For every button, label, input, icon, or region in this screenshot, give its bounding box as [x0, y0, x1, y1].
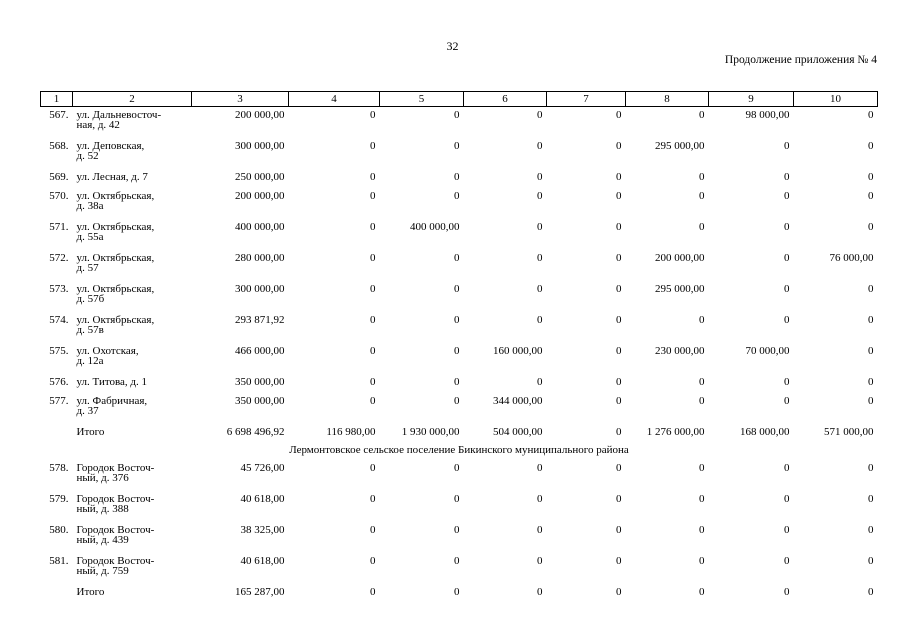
- table-row: [41, 169, 878, 188]
- value-cell: 0: [868, 190, 874, 202]
- row-number: [41, 584, 73, 603]
- value-cell: 466 000,00: [235, 345, 285, 357]
- value-cell: 0: [784, 221, 790, 233]
- value-cell: 0: [537, 493, 543, 505]
- table-row: [41, 250, 878, 281]
- value-cell: 0: [784, 252, 790, 264]
- address-cell: [73, 188, 192, 219]
- value-cell: 0: [537, 140, 543, 152]
- value-cell: 0: [616, 395, 622, 407]
- value-cell: 1 930 000,00: [401, 426, 460, 438]
- value-cell: 0: [454, 376, 460, 388]
- value-cell: 116 980,00: [326, 426, 376, 438]
- column-header: 3: [192, 92, 289, 107]
- value-cell: 504 000,00: [493, 426, 543, 438]
- value-cell: 0: [454, 345, 460, 357]
- value-cell: 38 325,00: [240, 524, 285, 536]
- value-cell: 0: [699, 109, 705, 121]
- row-number: 577.: [49, 395, 69, 407]
- table-row: [41, 107, 878, 139]
- value-cell: 70 000,00: [745, 345, 790, 357]
- section-title: Лермонтовское сельское поселение Бикинского муниципального района: [289, 444, 629, 456]
- value-cell: 200 000,00: [655, 252, 705, 264]
- column-header: 6: [464, 92, 547, 107]
- value-cell: 0: [784, 462, 790, 474]
- value-cell: 295 000,00: [655, 283, 705, 295]
- value-cell: 0: [370, 252, 376, 264]
- value-cell: 0: [454, 462, 460, 474]
- value-cell: 0: [537, 586, 543, 598]
- value-cell: 0: [370, 283, 376, 295]
- value-cell: 0: [868, 109, 874, 121]
- address-line-2: ный, д. 759: [76, 565, 129, 577]
- value-cell: 0: [868, 493, 874, 505]
- value-cell: 0: [699, 493, 705, 505]
- value-cell: 0: [370, 555, 376, 567]
- value-cell: 0: [699, 555, 705, 567]
- column-header: 10: [794, 92, 878, 107]
- address-line-1: Городок Восточ-: [76, 524, 155, 536]
- address-cell: [73, 584, 192, 603]
- value-cell: 0: [868, 283, 874, 295]
- address-line-1: Городок Восточ-: [76, 493, 155, 505]
- address-cell: [73, 312, 192, 343]
- value-cell: 0: [370, 140, 376, 152]
- value-cell: 350 000,00: [235, 376, 285, 388]
- value-cell: 0: [699, 395, 705, 407]
- value-cell: 0: [868, 140, 874, 152]
- value-cell: 344 000,00: [493, 395, 543, 407]
- value-cell: 0: [454, 252, 460, 264]
- header-row: [41, 92, 878, 107]
- value-cell: 0: [784, 376, 790, 388]
- value-cell: 0: [370, 171, 376, 183]
- value-cell: 0: [868, 221, 874, 233]
- value-cell: 0: [868, 555, 874, 567]
- address-line-1: ул. Октябрьская,: [76, 283, 155, 295]
- value-cell: 0: [370, 190, 376, 202]
- value-cell: 40 618,00: [240, 493, 285, 505]
- section-title-row: [41, 443, 878, 460]
- table-row: [41, 312, 878, 343]
- row-number: 567.: [49, 109, 69, 121]
- value-cell: 280 000,00: [235, 252, 285, 264]
- value-cell: 98 000,00: [745, 109, 790, 121]
- value-cell: 0: [616, 252, 622, 264]
- address-line-2: ный, д. 376: [76, 472, 129, 484]
- table-row: [41, 393, 878, 424]
- table-row: [41, 553, 878, 584]
- table-row: [41, 491, 878, 522]
- value-cell: 0: [616, 345, 622, 357]
- value-cell: 0: [868, 314, 874, 326]
- address-cell: [73, 281, 192, 312]
- table-row: [41, 522, 878, 553]
- value-cell: 200 000,00: [235, 190, 285, 202]
- value-cell: 45 726,00: [240, 462, 285, 474]
- row-number: 580.: [49, 524, 69, 536]
- value-cell: 0: [868, 462, 874, 474]
- value-cell: 571 000,00: [824, 426, 874, 438]
- value-cell: 0: [699, 190, 705, 202]
- value-cell: 168 000,00: [740, 426, 790, 438]
- value-cell: 0: [784, 395, 790, 407]
- value-cell: 0: [868, 171, 874, 183]
- row-number: 576.: [49, 376, 69, 388]
- table-row: [41, 219, 878, 250]
- value-cell: 0: [616, 524, 622, 536]
- address-line-2: ный, д. 388: [76, 503, 129, 515]
- value-cell: 200 000,00: [235, 109, 285, 121]
- value-cell: 0: [868, 395, 874, 407]
- table-row: [41, 374, 878, 393]
- value-cell: 0: [784, 586, 790, 598]
- value-cell: 0: [868, 376, 874, 388]
- row-number: 579.: [49, 493, 69, 505]
- table-row: [41, 188, 878, 219]
- value-cell: 0: [370, 462, 376, 474]
- value-cell: 0: [616, 586, 622, 598]
- address-line-1: ул. Деповская,: [76, 140, 145, 152]
- address-cell: [73, 250, 192, 281]
- value-cell: 300 000,00: [235, 140, 285, 152]
- address-line-2: д. 52: [76, 150, 99, 162]
- row-number: 571.: [49, 221, 69, 233]
- value-cell: 1 276 000,00: [646, 426, 705, 438]
- value-cell: 0: [616, 140, 622, 152]
- table-body-a: [41, 107, 878, 444]
- value-cell: 0: [616, 283, 622, 295]
- address-line-2: д. 57в: [76, 324, 104, 336]
- value-cell: 400 000,00: [410, 221, 460, 233]
- value-cell: 0: [616, 376, 622, 388]
- row-number: 581.: [49, 555, 69, 567]
- value-cell: 300 000,00: [235, 283, 285, 295]
- table-row: [41, 138, 878, 169]
- address-line-1: ул. Октябрьская,: [76, 314, 155, 326]
- value-cell: 0: [370, 586, 376, 598]
- value-cell: 350 000,00: [235, 395, 285, 407]
- value-cell: 0: [784, 190, 790, 202]
- value-cell: 0: [699, 221, 705, 233]
- row-number: 575.: [49, 345, 69, 357]
- value-cell: 0: [370, 314, 376, 326]
- value-cell: 0: [616, 171, 622, 183]
- address-cell: [73, 169, 192, 188]
- table-body-b: [41, 460, 878, 603]
- page-number: 32: [446, 39, 459, 53]
- address-cell: [73, 424, 192, 443]
- value-cell: 0: [454, 524, 460, 536]
- value-cell: 0: [784, 314, 790, 326]
- address-cell: [73, 219, 192, 250]
- table-row: [41, 281, 878, 312]
- row-number: 578.: [49, 462, 69, 474]
- value-cell: 0: [699, 314, 705, 326]
- table-row: [41, 460, 878, 491]
- address-line-2: д. 37: [76, 405, 99, 417]
- address-line-1: ул. Дальневосточ-: [76, 109, 162, 121]
- column-header: 5: [380, 92, 464, 107]
- value-cell: 0: [454, 586, 460, 598]
- address-line-1: ул. Октябрьская,: [76, 190, 155, 202]
- value-cell: 0: [370, 345, 376, 357]
- value-cell: 0: [616, 314, 622, 326]
- address-line-2: д. 57б: [76, 293, 105, 305]
- value-cell: 40 618,00: [240, 555, 285, 567]
- section-body: [41, 443, 878, 460]
- value-cell: 0: [370, 493, 376, 505]
- address-cell: [73, 522, 192, 553]
- value-cell: 0: [616, 555, 622, 567]
- value-cell: 0: [537, 252, 543, 264]
- row-number: [41, 424, 73, 443]
- address-cell: [73, 553, 192, 584]
- value-cell: 0: [454, 171, 460, 183]
- address-cell: [73, 138, 192, 169]
- value-cell: 0: [454, 493, 460, 505]
- value-cell: 0: [537, 283, 543, 295]
- address-line-1: ул. Лесная, д. 7: [76, 171, 148, 183]
- address-line-1: Итого: [76, 426, 105, 438]
- column-header: 1: [41, 92, 73, 107]
- total-row: [41, 424, 878, 443]
- address-line-2: ный, д. 439: [76, 534, 129, 546]
- value-cell: 0: [784, 555, 790, 567]
- value-cell: 0: [537, 524, 543, 536]
- value-cell: 0: [699, 586, 705, 598]
- value-cell: 0: [868, 524, 874, 536]
- row-number: 568.: [49, 140, 69, 152]
- value-cell: 6 698 496,92: [226, 426, 285, 438]
- address-line-1: Итого: [76, 586, 105, 598]
- column-header: 2: [73, 92, 192, 107]
- value-cell: 0: [537, 171, 543, 183]
- value-cell: 0: [784, 524, 790, 536]
- row-number: 569.: [49, 171, 69, 183]
- value-cell: 250 000,00: [235, 171, 285, 183]
- address-line-1: ул. Октябрьская,: [76, 252, 155, 264]
- address-cell: [73, 107, 192, 139]
- column-header: 8: [626, 92, 709, 107]
- value-cell: 0: [370, 221, 376, 233]
- value-cell: 0: [616, 221, 622, 233]
- value-cell: 165 287,00: [235, 586, 285, 598]
- address-cell: [73, 374, 192, 393]
- value-cell: 0: [784, 283, 790, 295]
- value-cell: 0: [370, 376, 376, 388]
- continuation-note: Продолжение приложения № 4: [724, 54, 877, 66]
- value-cell: 76 000,00: [829, 252, 874, 264]
- value-cell: 0: [537, 314, 543, 326]
- table-row: [41, 343, 878, 374]
- value-cell: 0: [537, 190, 543, 202]
- value-cell: 0: [454, 555, 460, 567]
- address-line-2: д. 57: [76, 262, 99, 274]
- value-cell: 0: [537, 221, 543, 233]
- value-cell: 0: [370, 524, 376, 536]
- value-cell: 0: [616, 109, 622, 121]
- value-cell: 0: [454, 283, 460, 295]
- address-line-2: ная, д. 42: [76, 119, 120, 131]
- value-cell: 230 000,00: [655, 345, 705, 357]
- value-cell: 295 000,00: [655, 140, 705, 152]
- value-cell: 0: [616, 190, 622, 202]
- row-number: 570.: [49, 190, 69, 202]
- address-cell: [73, 343, 192, 374]
- value-cell: 0: [537, 109, 543, 121]
- value-cell: 0: [454, 395, 460, 407]
- address-line-2: д. 12а: [76, 355, 104, 367]
- address-line-1: Городок Восточ-: [76, 555, 155, 567]
- row-number: 573.: [49, 283, 69, 295]
- total-row: [41, 584, 878, 603]
- row-number: 574.: [49, 314, 69, 326]
- value-cell: 0: [699, 376, 705, 388]
- address-line-2: д. 55а: [76, 231, 104, 243]
- value-cell: 0: [454, 314, 460, 326]
- value-cell: 0: [868, 586, 874, 598]
- value-cell: 0: [616, 462, 622, 474]
- value-cell: 0: [370, 109, 376, 121]
- value-cell: 0: [537, 376, 543, 388]
- address-line-1: ул. Титова, д. 1: [76, 376, 148, 388]
- address-cell: [73, 460, 192, 491]
- address-cell: [73, 491, 192, 522]
- appendix-table: [40, 91, 878, 603]
- value-cell: 0: [454, 190, 460, 202]
- value-cell: 0: [868, 345, 874, 357]
- value-cell: 0: [616, 493, 622, 505]
- address-cell: [73, 393, 192, 424]
- value-cell: 0: [454, 109, 460, 121]
- address-line-1: ул. Фабричная,: [76, 395, 148, 407]
- value-cell: 0: [616, 426, 622, 438]
- value-cell: 160 000,00: [493, 345, 543, 357]
- row-number: 572.: [49, 252, 69, 264]
- address-line-2: д. 38а: [76, 200, 104, 212]
- column-header: 4: [289, 92, 380, 107]
- value-cell: 0: [784, 171, 790, 183]
- column-header: 7: [547, 92, 626, 107]
- value-cell: 0: [699, 524, 705, 536]
- value-cell: 0: [454, 140, 460, 152]
- value-cell: 0: [784, 140, 790, 152]
- column-header: 9: [709, 92, 794, 107]
- value-cell: 293 871,92: [235, 314, 285, 326]
- value-cell: 400 000,00: [235, 221, 285, 233]
- address-line-1: ул. Охотская,: [76, 345, 139, 357]
- address-line-1: ул. Октябрьская,: [76, 221, 155, 233]
- value-cell: 0: [370, 395, 376, 407]
- value-cell: 0: [537, 462, 543, 474]
- value-cell: 0: [784, 493, 790, 505]
- value-cell: 0: [699, 171, 705, 183]
- value-cell: 0: [699, 462, 705, 474]
- address-line-1: Городок Восточ-: [76, 462, 155, 474]
- value-cell: 0: [537, 555, 543, 567]
